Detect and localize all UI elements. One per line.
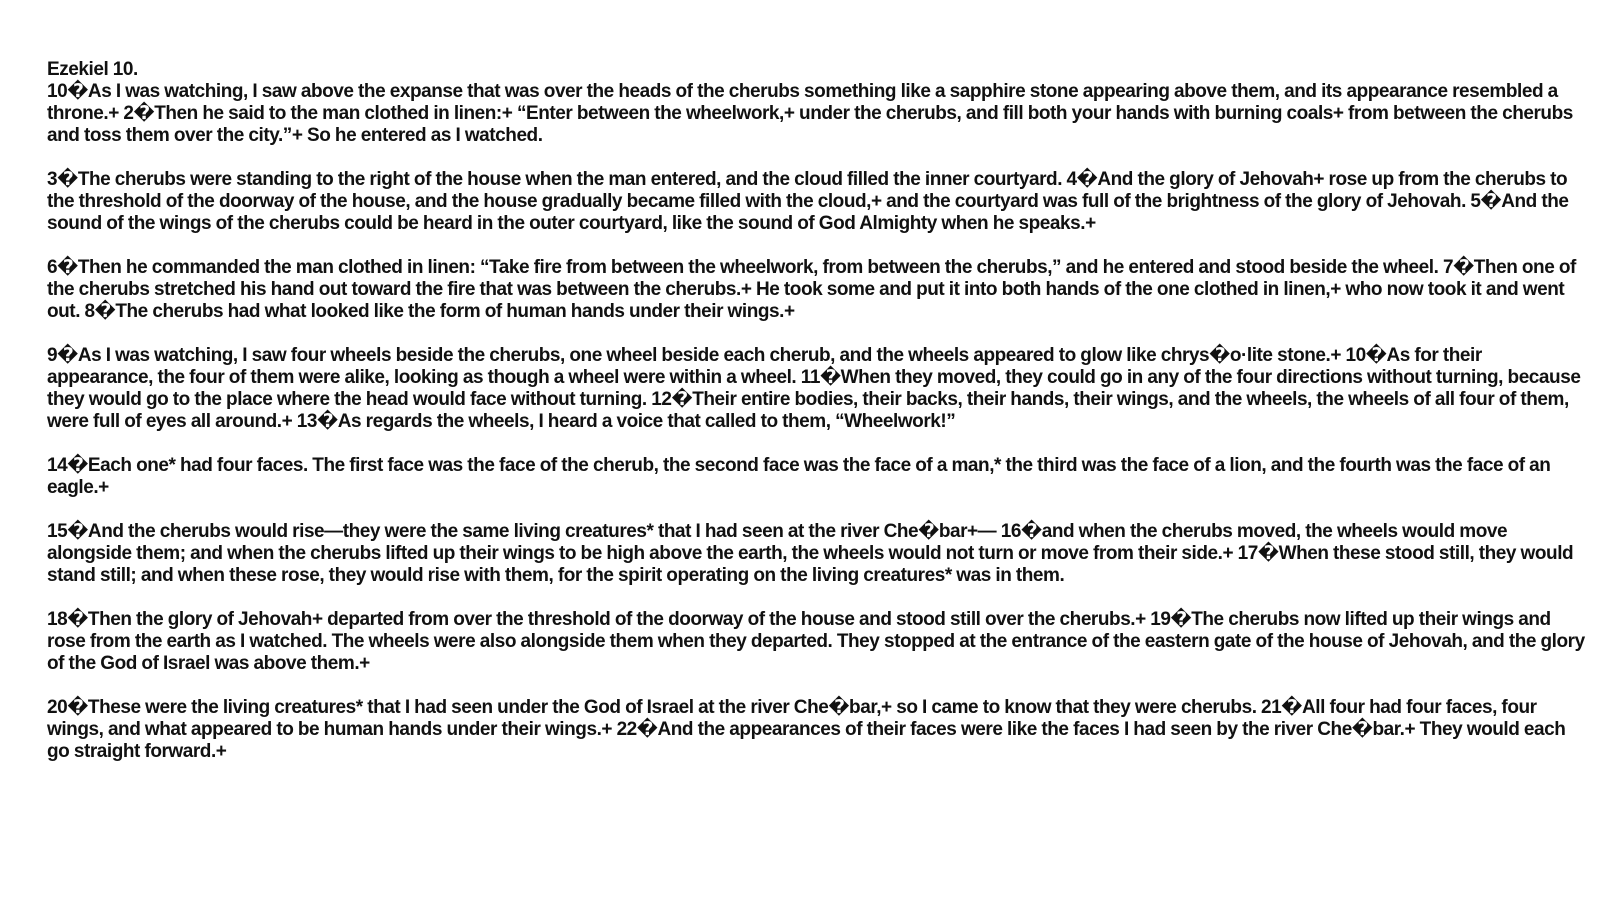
document-title: Ezekiel 10. xyxy=(47,59,138,80)
paragraph-verses-3-5: 3�The cherubs were standing to the right of the house when the man entered, and the cloud filled the inner courtyard. 4�And the glory of Jehovah+ rose up from the cherubs to the threshold of the doorway of the house, and the house gradually became filled with the cloud,+ and the courtyard was full of the brightness of the glory of Jehovah. 5�And the sound of the wings of the cherubs could be heard in the outer courtyard, like the sound of God Almighty when he speaks.+ xyxy=(47,169,1569,234)
paragraph-verses-18-19: 18�Then the glory of Jehovah+ departed from over the threshold of the doorway of the house and stood still over the cherubs.+ 19�The cherubs now lifted up their wings and rose from the earth as I watched. The wheels were also alongside them when they departed. They stopped at the entrance of the eastern gate of the house of Jehovah, and the glory of the God of Israel was above them.+ xyxy=(47,609,1585,674)
paragraph-verses-6-8: 6�Then he commanded the man clothed in linen: “Take fire from between the wheelwork, from between the cherubs,” and he entered and stood beside the wheel. 7�Then one of the cherubs stretched his hand out toward the fire that was between the cherubs.+ He took some and put it into both hands of the one clothed in linen,+ who now took it and went out. 8�The cherubs had what looked like the form of human hands under their wings.+ xyxy=(47,257,1576,322)
paragraph-verses-20-22: 20�These were the living creatures* that I had seen under the God of Israel at the river Che�bar,+ so I came to know that they were cherubs. 21�All four had four faces, four wings, and what appeared to be human hands under their wings.+ 22�And the appearances of their faces were like the faces I had seen by the river Che�bar.+ They would each go straight forward.+ xyxy=(47,697,1566,762)
paragraph-verse-14: 14�Each one* had four faces. The first face was the face of the cherub, the second face was the face of a man,* the third was the face of a lion, and the fourth was the face of an eagle.+ xyxy=(47,455,1551,498)
paragraph-verses-1-2: 10�As I was watching, I saw above the expanse that was over the heads of the cherubs something like a sapphire stone appearing above them, and its appearance resembled a throne.+ 2�Then he said to the man clothed in linen:+ “Enter between the wheelwork,+ under the cherubs, and fill both your hands with burning coals+ from between the cherubs and toss them over the city.”+ So he entered as I watched. xyxy=(47,81,1573,146)
paragraph-verses-9-13: 9�As I was watching, I saw four wheels beside the cherubs, one wheel beside each cherub, and the wheels appeared to glow like chrys�o·lite stone.+ 10�As for their appearance, the four of them were alike, looking as though a wheel were within a wheel. 11�When they moved, they could go in any of the four directions without turning, because they would go to the place where the head would face without turning. 12�Their entire bodies, their backs, their hands, their wings, and the wheels, the wheels of all four of them, were full of eyes all around.+ 13�As regards the wheels, I heard a voice that called to them, “Wheelwork!” xyxy=(47,345,1581,432)
document-body xyxy=(47,59,1587,785)
paragraph-verses-15-17: 15�And the cherubs would rise—they were the same living creatures* that I had seen at the river Che�bar+— 16�and when the cherubs moved, the wheels would move alongside them; and when the cherubs lifted up their wings to be high above the earth, the wheels would not turn or move from their side.+ 17�When these stood still, they would stand still; and when these rose, they would rise with them, for the spirit operating on the living creatures* was in them. xyxy=(47,521,1574,586)
